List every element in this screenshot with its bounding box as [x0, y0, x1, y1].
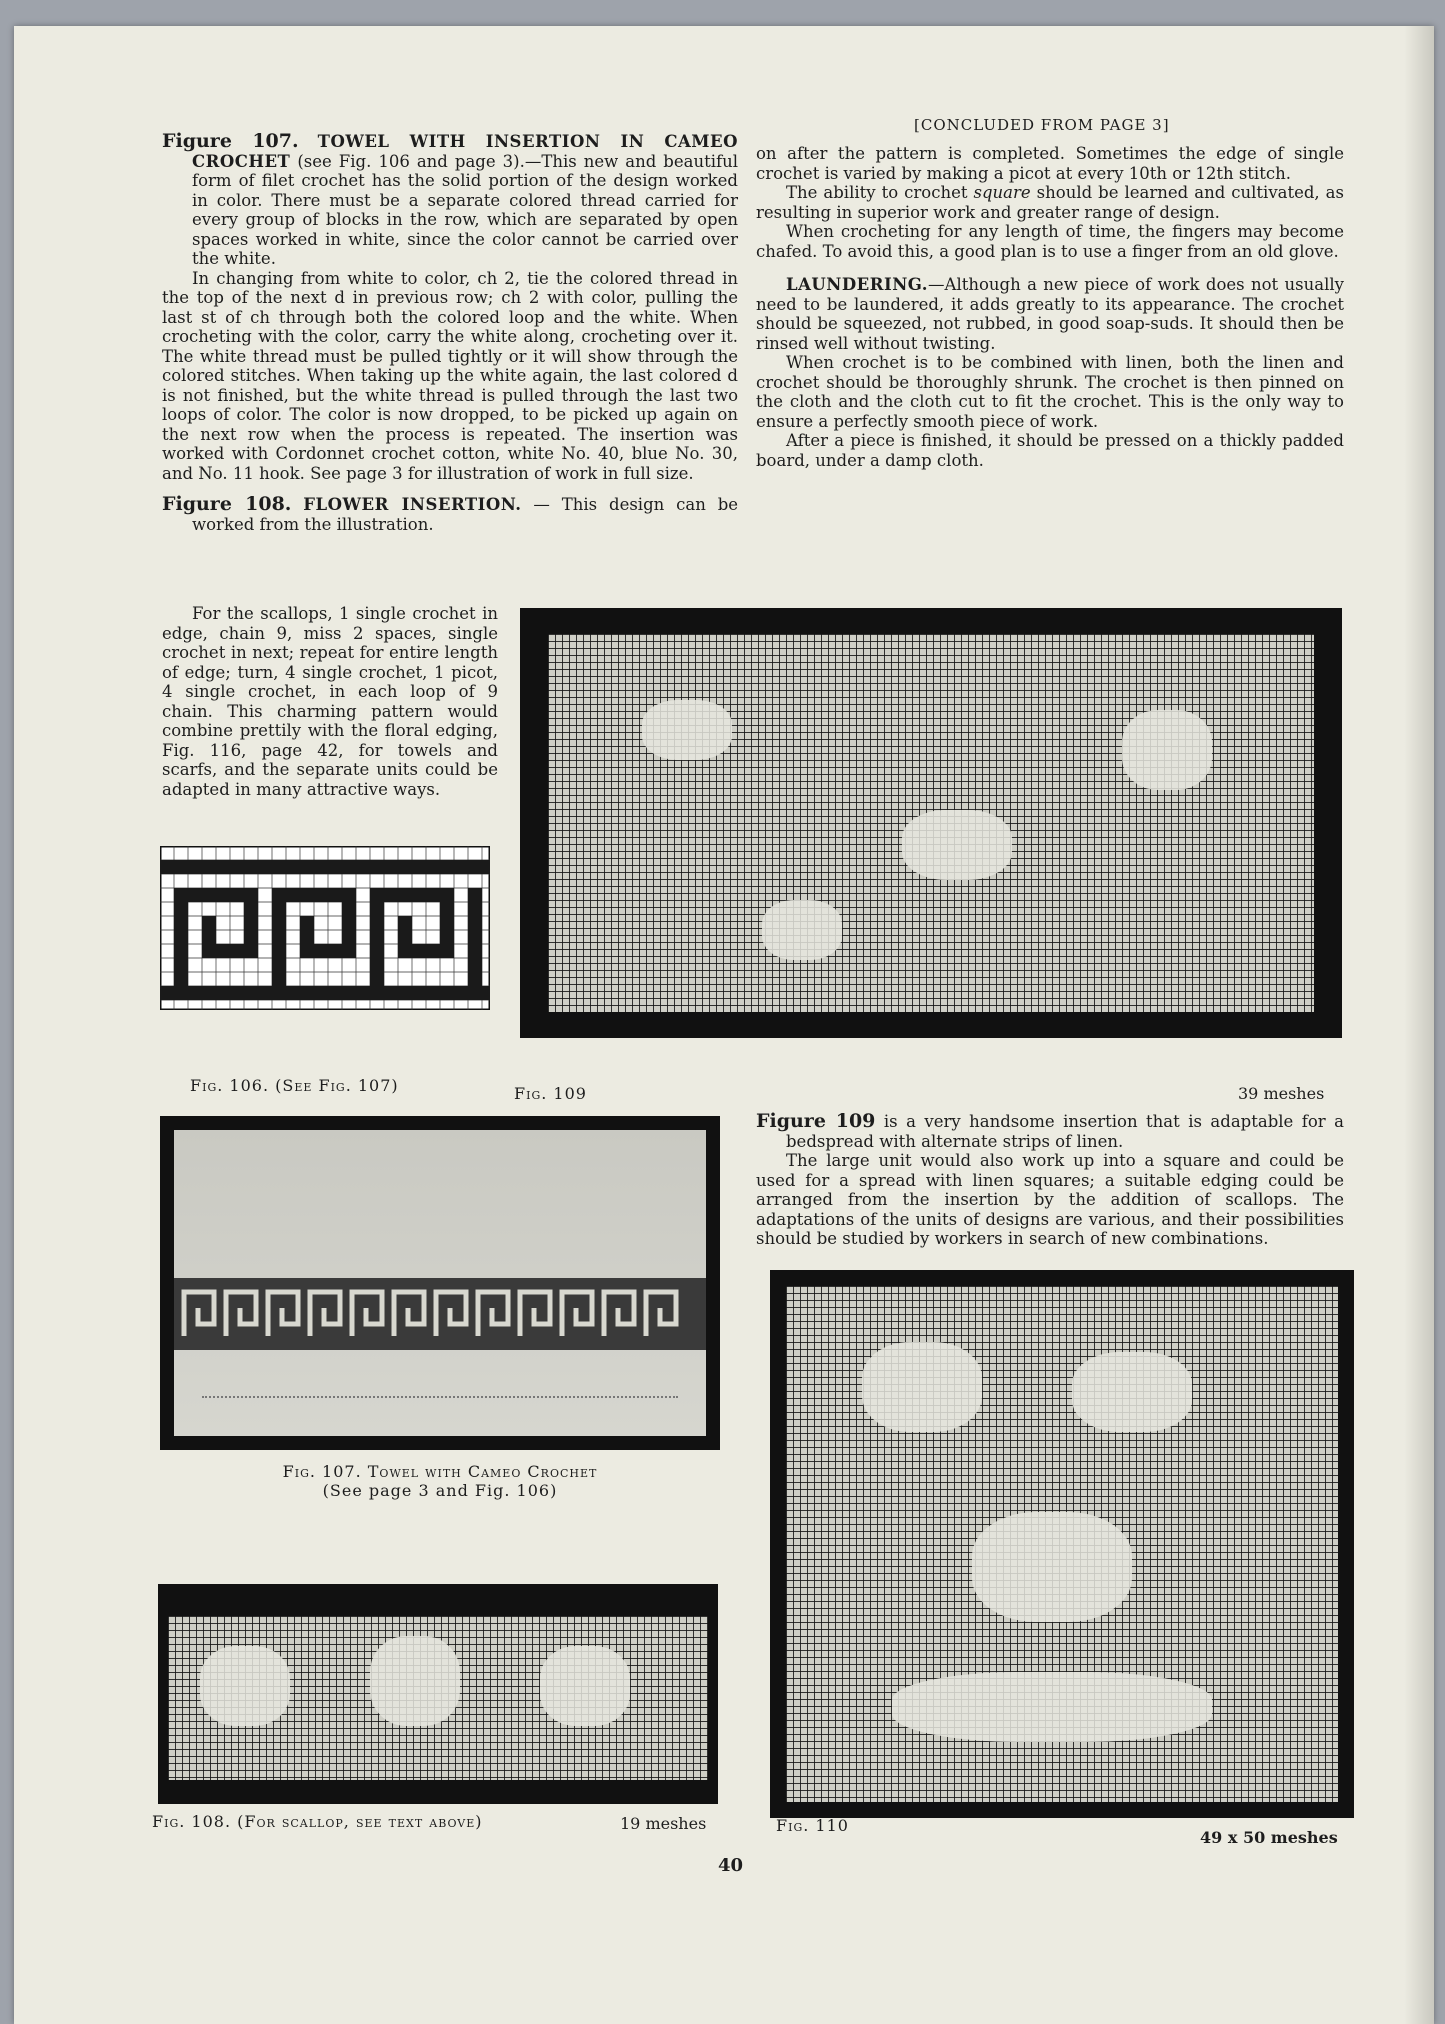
- scallop-instructions: [162, 604, 498, 799]
- fig108-label: Figure 108.: [162, 493, 292, 515]
- motif: [642, 700, 732, 760]
- right-paragraph-5: When crochet is to be combined with linen, both the linen and crochet should be thoroughly shrunk. The crochet is then pinned on the cloth and the cloth cut to fit the crochet. This is the only way to ensure a perfectly smooth piece of work.: [756, 353, 1344, 431]
- fig107-caption-line1: Fig. 107. Towel with Cameo Crochet: [282, 1462, 598, 1481]
- fig109-intro: is a very handsome insertion that is adaptable for a bedspread with alternate strips of linen.: [786, 1112, 1344, 1151]
- page-edge-shadow: [1404, 26, 1434, 2024]
- fig109-caption: Fig. 109: [514, 1084, 587, 1103]
- right-paragraph-6: After a piece is finished, it should be pressed on a thickly padded board, under a damp cloth.: [756, 431, 1344, 470]
- fig110-caption: Fig. 110: [776, 1816, 849, 1835]
- right-paragraph-2: [756, 183, 1344, 222]
- right-paragraph-1: on after the pattern is completed. Sometimes the edge of single crochet is varied by making a picot at every 10th or 12th stitch.: [756, 144, 1344, 183]
- fig109-paragraph: [756, 1112, 1344, 1151]
- motif: [540, 1646, 630, 1726]
- motif: [902, 810, 1012, 880]
- fig109-photo: [520, 608, 1342, 1038]
- motif: [1072, 1352, 1192, 1432]
- cameo-pattern: [174, 1278, 710, 1350]
- laundering-paragraph: [756, 275, 1344, 353]
- fig108-photo: [158, 1584, 718, 1804]
- right-paragraph-3: When crocheting for any length of time, the fingers may become chafed. To avoid this, a good plan is to use a finger from an old glove.: [756, 222, 1344, 261]
- laundering-title: LAUNDERING.: [786, 275, 929, 294]
- fig106-caption: Fig. 106. (See Fig. 107): [190, 1076, 399, 1095]
- fig108-paragraph: [162, 495, 738, 534]
- fig108-caption: Fig. 108. (For scallop, see text above): [152, 1812, 483, 1831]
- right-paragraph-2-a: The ability to crochet: [786, 183, 974, 202]
- magazine-page: [14, 26, 1434, 2024]
- laundering-text: —Although a new piece of work does not usually need to be laundered, it adds greatly to its appearance. The crochet should be squeezed, not rubbed, in good soap-suds. It should then be rinsed well without twisting.: [756, 275, 1344, 353]
- fig108-text: — This design can be worked from the illustration.: [192, 495, 739, 534]
- motif: [762, 900, 842, 960]
- square-emphasis: square: [973, 183, 1031, 202]
- motif: [1122, 710, 1212, 790]
- fig110-photo: [770, 1270, 1354, 1818]
- towel-insertion-band: [174, 1278, 706, 1350]
- fig108-title: FLOWER INSERTION.: [303, 495, 522, 514]
- fig107-text: (see Fig. 106 and page 3).—This new and beautiful form of filet crochet has the solid portion of the design worked in color. There must be a separate colored thread carried for every group of blocks in the row, which are separated by open spaces worked in white, since the color cannot be carried over the white.: [192, 151, 739, 268]
- hem-stitch: [202, 1396, 678, 1398]
- fig108-meshes: 19 meshes: [620, 1814, 707, 1833]
- fig107-photo: [160, 1116, 720, 1450]
- right-column-text: [756, 144, 1344, 470]
- fig107-title: TOWEL WITH INSERTION IN CAMEO CROCHET: [192, 132, 738, 171]
- fig107-paragraph: [162, 132, 738, 269]
- fig109-text: [756, 1112, 1344, 1249]
- motif: [972, 1512, 1132, 1622]
- fig106-chart: [160, 846, 490, 1010]
- left-column-text: [162, 132, 738, 534]
- fig107-paragraph-2: In changing from white to color, ch 2, tie the colored thread in the top of the next d in previous row; ch 2 with color, pulling the last st of ch through both the colored loop and the white. When crocheting with the color, carry the white along, crocheting over it. The white thread must be pulled tightly or it will show through the colored stitches. When taking up the white again, the last colored d is not finished, but the white thread is pulled through the last two loops of color. The color is now dropped, to be picked up again on the next row when the process is repeated. The insertion was worked with Cordonnet crochet cotton, white No. 40, blue No. 30, and No. 11 hook. See page 3 for illustration of work in full size.: [162, 268, 738, 483]
- right-paragraph-2-b: should be learned and cultivated, as resulting in superior work and greater range of design.: [756, 183, 1344, 222]
- motif: [862, 1342, 982, 1432]
- fig107-caption-line2: (See page 3 and Fig. 106): [322, 1481, 558, 1500]
- fig109-meshes: 39 meshes: [1238, 1084, 1325, 1103]
- page-number: 40: [718, 1855, 744, 1876]
- fig109-label: Figure 109: [756, 1110, 876, 1132]
- motif: [892, 1672, 1212, 1742]
- fig107-caption: [160, 1462, 720, 1500]
- motif: [370, 1636, 460, 1726]
- fig109-paragraph-2: The large unit would also work up into a square and could be used for a spread with linen squares; a suitable edging could be arranged from the insertion by the addition of scallops. The adaptations of the units of designs are various, and their possibilities should be studied by workers in search of new combinations.: [756, 1151, 1344, 1248]
- fig110-meshes: 49 x 50 meshes: [1200, 1828, 1338, 1847]
- fig108-paragraph-2: For the scallops, 1 single crochet in edge, chain 9, miss 2 spaces, single crochet in next; repeat for entire length of edge; turn, 4 single crochet, 1 picot, 4 single crochet, in each loop of 9 chain. This charming pattern would combine prettily with the floral edging, Fig. 116, page 42, for towels and scarfs, and the separate units could be adapted in many attractive ways.: [162, 604, 498, 799]
- concluded-note: [CONCLUDED FROM PAGE 3]: [914, 116, 1170, 134]
- fig107-label: Figure 107.: [162, 130, 299, 152]
- motif: [200, 1646, 290, 1726]
